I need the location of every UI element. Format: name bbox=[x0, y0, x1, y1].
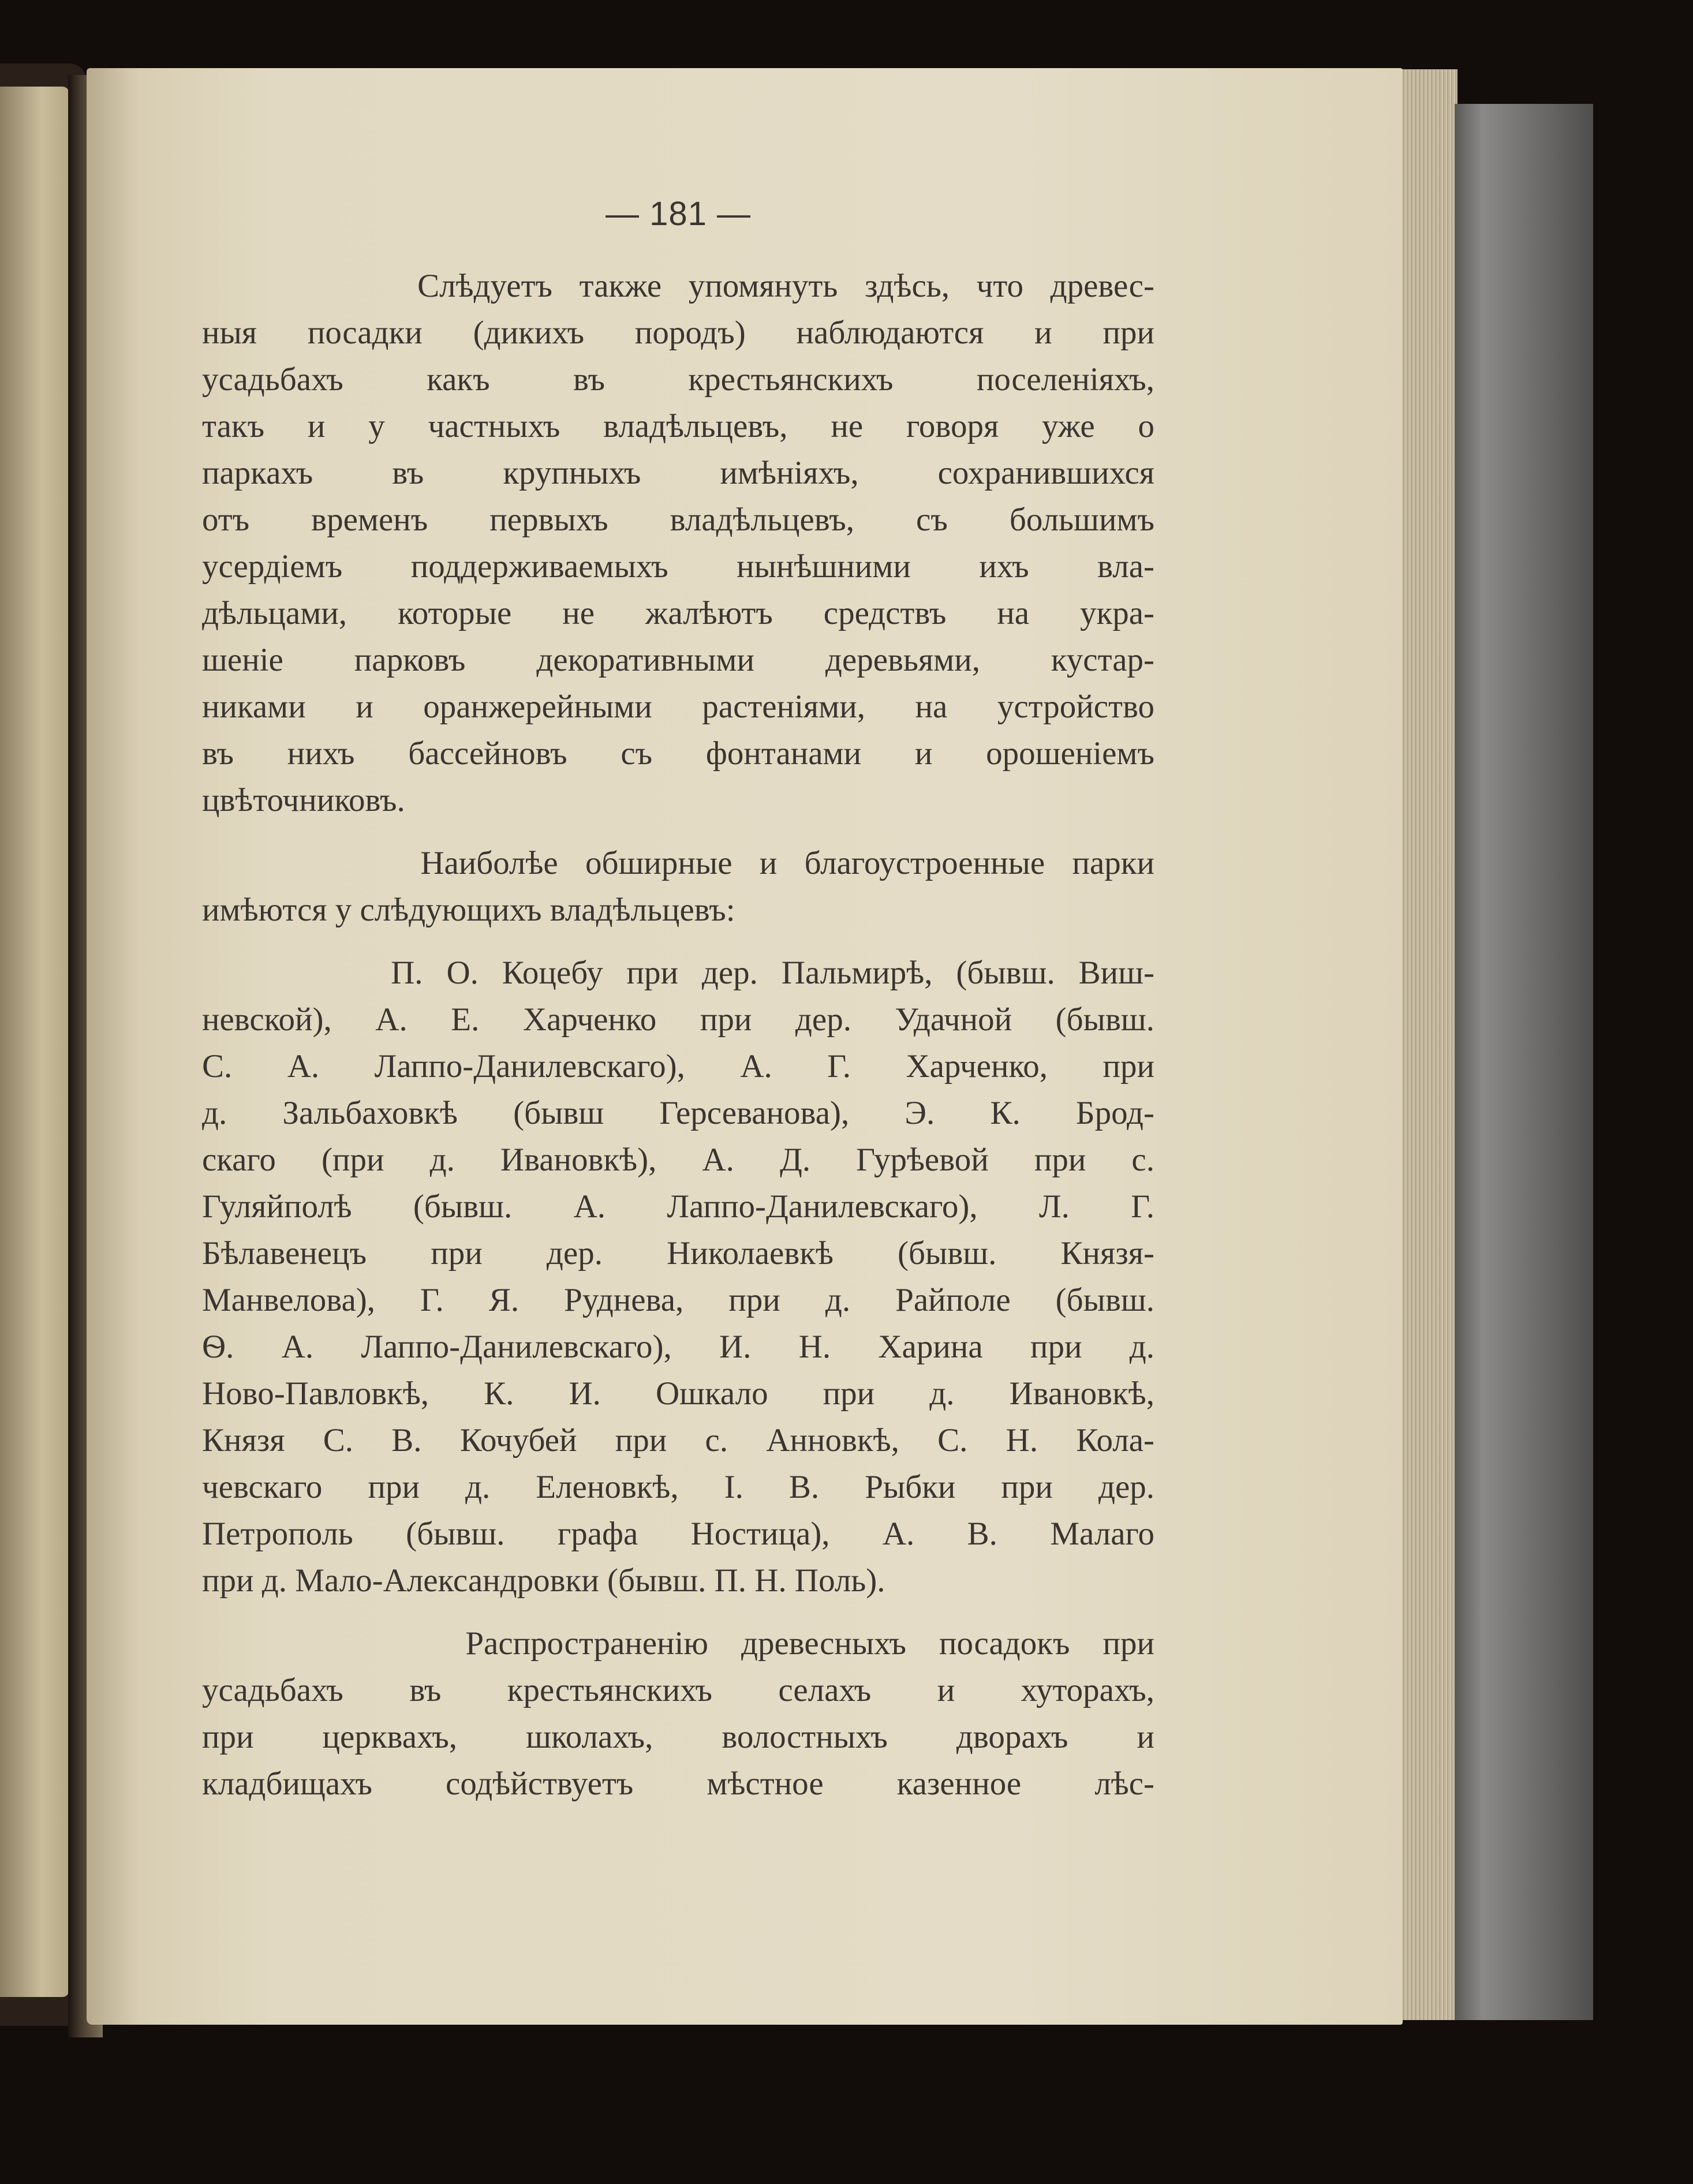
text-line: д. Зальбаховкѣ (бывш Герсеванова), Э. К. Брод- bbox=[202, 1095, 1154, 1131]
text-line: Князя С. В. Кочубей при с. Анновкѣ, С. Н. Кола- bbox=[202, 1422, 1154, 1459]
paragraph-4 bbox=[202, 1620, 1154, 1807]
text-line: никами и оранжерейными растеніями, на устройство bbox=[202, 689, 1154, 725]
paragraph-1 bbox=[202, 263, 1154, 824]
text-line: Петрополь (бывш. графа Ностица), А. В. Малаго bbox=[202, 1516, 1154, 1552]
text-line: паркахъ въ крупныхъ имѣніяхъ, сохранившихся bbox=[202, 455, 1154, 491]
text-line: П. О. Коцебу при дер. Пальмирѣ, (бывш. Виш- bbox=[202, 955, 1154, 991]
text-line: цвѣточниковъ. bbox=[202, 782, 405, 818]
text-line: шеніе парковъ декоративными деревьями, кустар- bbox=[202, 642, 1154, 678]
text-line: невской), А. Е. Харченко при дер. Удачной (бывш. bbox=[202, 1001, 1154, 1038]
text-line: при церквахъ, школахъ, волостныхъ дворахъ и bbox=[202, 1719, 1154, 1755]
text-line: Гуляйполѣ (бывш. А. Лаппо-Данилевскаго), Л. Г. bbox=[202, 1188, 1154, 1225]
back-cover-board bbox=[1455, 104, 1593, 2020]
paragraph-2 bbox=[202, 840, 1154, 933]
text-line: отъ временъ первыхъ владѣльцевъ, съ большимъ bbox=[202, 502, 1154, 538]
text-line: имѣются у слѣдующихъ владѣльцевъ: bbox=[202, 892, 735, 928]
text-line: дѣльцами, которые не жалѣютъ средствъ на укра- bbox=[202, 595, 1154, 631]
text-line: Ѳ. А. Лаппо-Данилевскаго), И. Н. Харина при д. bbox=[202, 1329, 1154, 1365]
text-line: въ нихъ бассейновъ съ фонтанами и орошеніемъ bbox=[202, 735, 1154, 772]
background-right bbox=[1593, 0, 1693, 2184]
text-line: ныя посадки (дикихъ породъ) наблюдаются и при bbox=[202, 315, 1154, 351]
text-line: Бѣлавенецъ при дер. Николаевкѣ (бывш. Князя- bbox=[202, 1235, 1154, 1271]
text-line: чевскаго при д. Еленовкѣ, I. В. Рыбки при дер. bbox=[202, 1469, 1154, 1505]
text-line: С. А. Лаппо-Данилевскаго), А. Г. Харченко, при bbox=[202, 1048, 1154, 1084]
text-line: при д. Мало-Александровки (бывш. П. Н. Поль). bbox=[202, 1562, 885, 1599]
text-line: Ново-Павловкѣ, К. И. Ошкало при д. Ивановкѣ, bbox=[202, 1375, 1154, 1412]
previous-page-edge bbox=[0, 87, 69, 1997]
text-line: скаго (при д. Ивановкѣ), А. Д. Гурѣевой при с. bbox=[202, 1142, 1154, 1178]
text-line: Распространенію древесныхъ посадокъ при bbox=[202, 1625, 1154, 1662]
text-line: усердіемъ поддерживаемыхъ нынѣшними ихъ вла- bbox=[202, 548, 1154, 585]
text-line: кладбищахъ содѣйствуетъ мѣстное казенное лѣс- bbox=[202, 1766, 1154, 1802]
page-number: — 181 — bbox=[606, 195, 751, 233]
text-line: усадьбахъ какъ въ крестьянскихъ поселеніяхъ, bbox=[202, 361, 1154, 398]
text-line: Манвелова), Г. Я. Руднева, при д. Райполе (бывш. bbox=[202, 1282, 1154, 1318]
paragraph-3 bbox=[202, 949, 1154, 1604]
text-line: Наиболѣе обширные и благоустроенные парки bbox=[202, 845, 1154, 881]
text-line: усадьбахъ въ крестьянскихъ селахъ и хуторахъ, bbox=[202, 1672, 1154, 1708]
text-line: Слѣдуетъ также упомянуть здѣсь, что древес- bbox=[202, 268, 1154, 304]
page-text bbox=[202, 190, 1154, 1807]
text-line: такъ и у частныхъ владѣльцевъ, не говоря уже о bbox=[202, 408, 1154, 444]
